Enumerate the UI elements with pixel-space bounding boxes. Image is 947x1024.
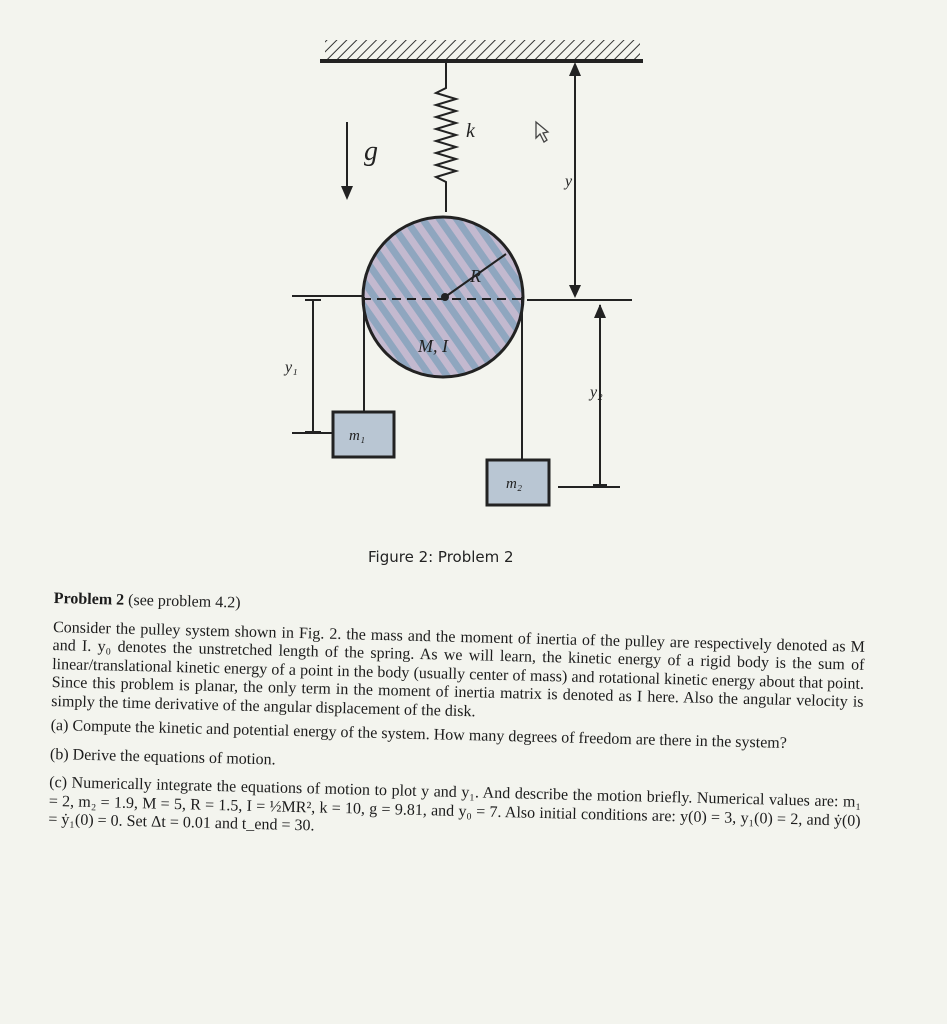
mass-m1-label: m₁ [349, 428, 366, 444]
y2-dimension [558, 304, 620, 487]
problem-intro: Consider the pulley system shown in Fig. 2. the mass and the moment of inertia of the pulley are respectively denoted as M and I. y₀ denotes the unstretched length of the spring. As we will learn, the kinetic energy of a rigid body is the sum of linear/translational kinetic energy of a point in the body (usually center of mass) and rotational kinetic energy about that point. Since this problem is planar, the only term in the moment of inertia matrix is denoted as I here. Also the angular velocity is simply the time derivative of the angular displacement of the disk. [51, 618, 866, 720]
cursor-icon [536, 122, 548, 142]
gravity-label: g [364, 136, 378, 167]
spring-constant-label: k [466, 120, 475, 142]
problem-text [48, 590, 866, 859]
mass-m2-label: m₂ [506, 476, 523, 492]
part-b: (b) Derive the equations of motion. [49, 745, 276, 768]
y2-label: y₂ [590, 384, 603, 401]
radius-label: R [470, 266, 481, 286]
pulley-label: M, I [418, 336, 448, 356]
y1-label: y₁ [285, 359, 298, 376]
figure-caption: Figure 2: Problem 2 [368, 548, 514, 566]
ceiling [320, 40, 643, 61]
gravity-arrow [341, 122, 353, 200]
problem-title: Problem 2 [53, 590, 125, 609]
part-a: (a) Compute the kinetic and potential energy of the system. How many degrees of freedom are there in the system? [50, 716, 788, 752]
problem-subtitle: (see problem 4.2) [127, 591, 241, 612]
y-label: y [565, 173, 573, 190]
y1-dimension [292, 300, 334, 433]
part-c: (c) Numerically integrate the equations of motion to plot y and y₁. And describe the motion briefly. Numerical values are: m₁ = 2, m₂ = 1.9, M = 5, R = 1.5, I = ½MR², k = 10, g = 9.81, and y₀ = 7. Also initial conditions are: y(0) = 3, y₁(0) = 2, and ẏ(0) = ẏ₁(0) = 0. Set Δt = 0.01 and t_end = 30. [48, 773, 862, 835]
spring [436, 61, 456, 212]
